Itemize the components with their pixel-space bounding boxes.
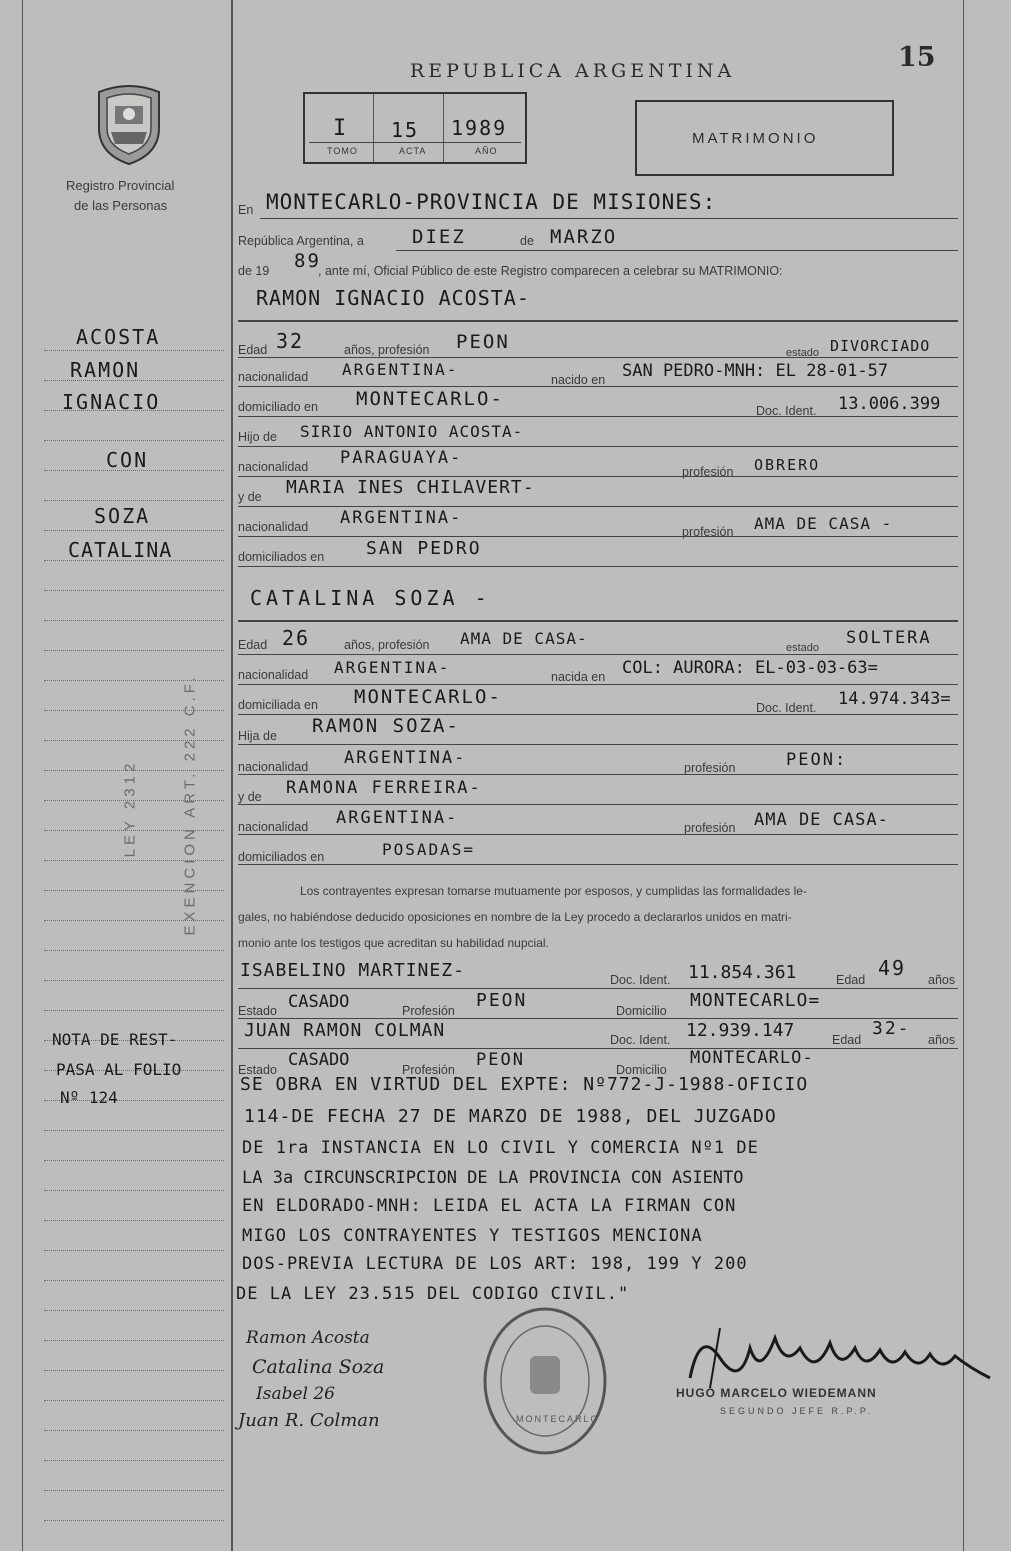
- year-value: 89: [294, 250, 321, 272]
- place-rule: [260, 218, 958, 219]
- bride-madre-prof: AMA DE CASA-: [754, 810, 889, 830]
- groom-nacido-label: nacido en: [551, 373, 606, 387]
- witness2-prof: PEON: [476, 1050, 525, 1070]
- witness2-anos-label: años: [928, 1033, 956, 1047]
- groom-edad-label: Edad: [238, 343, 268, 357]
- acta-label: ACTA: [399, 146, 427, 156]
- exemption-stamp-line1: LEY 2312: [121, 759, 139, 858]
- bride-name-rule: [238, 620, 958, 622]
- bride-hija-label: Hija de: [238, 729, 277, 743]
- groom-padres-dom-rule: [238, 566, 958, 567]
- groom-nac-label: nacionalidad: [238, 370, 309, 384]
- witness1-edad-label: Edad: [836, 973, 866, 987]
- bride-hija-rule: [238, 744, 958, 745]
- margin-note-line2: PASA AL FOLIO: [56, 1060, 182, 1079]
- bride-nac-rule: [238, 684, 958, 685]
- month-value: MARZO: [550, 226, 618, 248]
- tomo-label: TOMO: [327, 146, 358, 156]
- bride-edad-label: Edad: [238, 638, 268, 652]
- bride-padre-rule: [238, 774, 958, 775]
- witness1-estado-label: Estado: [238, 1004, 277, 1018]
- groom-doc: 13.006.399: [838, 394, 941, 414]
- day-value: DIEZ: [412, 226, 466, 248]
- bride-nacionalidad: ARGENTINA-: [334, 658, 451, 677]
- bride-dom-label: domiciliada en: [238, 698, 318, 712]
- bride-estado-label: estado: [786, 642, 820, 654]
- witness2-doc: 12.939.147: [686, 1020, 795, 1041]
- observation-line7: DOS-PREVIA LECTURA DE LOS ART: 198, 199 Y 200: [242, 1254, 748, 1274]
- bride-padre-nac: ARGENTINA-: [344, 748, 467, 768]
- witness1-doc-label: Doc. Ident.: [610, 973, 671, 987]
- ano-label: AÑO: [475, 146, 498, 156]
- bride-madre-rule: [238, 804, 958, 805]
- bride-madre-nac-rule: [238, 834, 958, 835]
- groom-madre-prof: AMA DE CASA -: [754, 514, 893, 533]
- margin-guide-line: [44, 1280, 224, 1281]
- bride-edad: 26: [282, 626, 311, 650]
- groom-edad-rule: [238, 357, 958, 358]
- box-divider: [373, 94, 374, 162]
- margin-guide-line: [44, 1190, 224, 1191]
- margin-con: CON: [106, 448, 149, 472]
- bride-madre-prof-label: profesión: [684, 821, 736, 835]
- coat-of-arms-emblem: [93, 84, 165, 166]
- witness1-anos-label: años: [928, 973, 956, 987]
- bride-padres-dom-label: domiciliados en: [238, 850, 325, 864]
- groom-padre-prof-label: profesión: [682, 465, 734, 479]
- bride-profesion-label: años, profesión: [344, 638, 430, 652]
- signature-groom: Ramon Acosta: [246, 1328, 370, 1348]
- groom-edad: 32: [276, 329, 305, 353]
- registry-name-line2: de las Personas: [74, 198, 168, 213]
- tomo-value: I: [333, 116, 349, 141]
- witness1-doc: 11.854.361: [688, 962, 797, 983]
- en-label: En: [238, 203, 254, 217]
- observation-line4: LA 3a CIRCUNSCRIPCION DE LA PROVINCIA CON ASIENTO: [242, 1168, 744, 1188]
- groom-madre-prof-label: profesión: [682, 525, 734, 539]
- margin-guide-line: [44, 1370, 224, 1371]
- registry-name-line1: Registro Provincial: [66, 178, 175, 193]
- witness1-prof-label: Profesión: [402, 1004, 455, 1018]
- witness1-rule: [238, 988, 958, 989]
- groom-name-rule: [238, 320, 958, 322]
- bride-padre-prof: PEON:: [786, 750, 848, 770]
- bride-padre: RAMON SOZA-: [312, 715, 460, 737]
- margin-guide-line: [44, 1220, 224, 1221]
- witness1-estado: CASADO: [288, 992, 350, 1012]
- ano-value: 1989: [451, 116, 508, 140]
- official-title: SEGUNDO JEFE R.P.P.: [720, 1406, 874, 1416]
- witness2-prof-label: Profesión: [402, 1063, 455, 1077]
- margin-guide-line: [44, 590, 224, 591]
- groom-padre-prof: OBRERO: [754, 456, 821, 474]
- margin-guide-line: [44, 1460, 224, 1461]
- groom-nacionalidad: ARGENTINA-: [342, 360, 459, 379]
- margin-guide-line: [44, 530, 224, 531]
- groom-profesion: PEON: [456, 331, 510, 353]
- groom-estado-label: estado: [786, 347, 820, 359]
- month-prefix-label: de: [520, 234, 534, 248]
- margin-groom-name: RAMON: [70, 358, 141, 382]
- left-page-edge: [22, 0, 23, 1551]
- groom-dom-rule: [238, 416, 958, 417]
- witness2-edad-label: Edad: [832, 1033, 862, 1047]
- bride-domicilio: MONTECARLO-: [354, 686, 502, 708]
- groom-madre-rule: [238, 506, 958, 507]
- groom-madre: MARIA INES CHILAVERT-: [286, 477, 535, 498]
- official-seal: [482, 1306, 608, 1456]
- margin-guide-line: [44, 1010, 224, 1011]
- acta-type: MATRIMONIO: [692, 130, 819, 147]
- witness1-prof: PEON: [476, 990, 528, 1011]
- margin-note-line3: Nº 124: [60, 1088, 118, 1107]
- page-number: 15: [898, 42, 936, 73]
- margin-guide-line: [44, 1250, 224, 1251]
- groom-nac-rule: [238, 386, 958, 387]
- margin-guide-line: [44, 440, 224, 441]
- margin-guide-line: [44, 620, 224, 621]
- groom-doc-label: Doc. Ident.: [756, 404, 817, 418]
- witness1-dom: MONTECARLO=: [690, 990, 821, 1011]
- margin-groom-second-name: IGNACIO: [62, 390, 161, 414]
- margin-bride-name: CATALINA: [68, 538, 173, 562]
- republica-label: República Argentina, a: [238, 234, 364, 248]
- signature-witness2: Juan R. Colman: [238, 1410, 380, 1431]
- bride-nac-label: nacionalidad: [238, 668, 309, 682]
- groom-dom-label: domiciliado en: [238, 400, 318, 414]
- witness1-edad: 49: [878, 956, 907, 980]
- witness1-dom-label: Domicilio: [616, 1004, 667, 1018]
- tomo-acta-ano-box: [303, 92, 527, 164]
- declaration-line1: Los contrayentes expresan tomarse mutuamente por esposos, y cumplidas las formalidades le-: [300, 884, 807, 898]
- box-rule: [309, 142, 521, 143]
- box-divider: [443, 94, 444, 162]
- witness2-dom-label: Domicilio: [616, 1063, 667, 1077]
- bride-padre-prof-label: profesión: [684, 761, 736, 775]
- bride-doc-label: Doc. Ident.: [756, 701, 817, 715]
- witness2-doc-label: Doc. Ident.: [610, 1033, 671, 1047]
- witness2-estado: CASADO: [288, 1050, 350, 1070]
- witness2-edad: 32-: [872, 1018, 911, 1039]
- bride-doc: 14.974.343=: [838, 689, 951, 709]
- groom-padres-dom: SAN PEDRO: [366, 538, 482, 559]
- margin-groom-surname: ACOSTA: [76, 325, 161, 349]
- acta-value: 15: [391, 118, 420, 142]
- groom-profesion-label: años, profesión: [344, 343, 430, 357]
- groom-domicilio: MONTECARLO-: [356, 388, 504, 410]
- witness2-rule: [238, 1048, 958, 1049]
- bride-name: CATALINA SOZA -: [250, 586, 491, 610]
- bride-profesion: AMA DE CASA-: [460, 629, 588, 648]
- margin-guide-line: [44, 1430, 224, 1431]
- bride-edad-rule: [238, 654, 958, 655]
- groom-hijo-rule: [238, 446, 958, 447]
- year-label: de 19: [238, 264, 270, 278]
- declaration-line2: gales, no habiéndose deducido oposiciones en nombre de la Ley procedo a declararlos unidos en matri-: [238, 910, 792, 924]
- signature-bride: Catalina Soza: [252, 1356, 385, 1378]
- bride-yde-label: y de: [238, 790, 262, 804]
- margin-divider: [231, 0, 233, 1551]
- witness2-name: JUAN RAMON COLMAN: [244, 1020, 446, 1041]
- observation-line5: EN ELDORADO-MNH: LEIDA EL ACTA LA FIRMAN CON: [242, 1196, 737, 1216]
- bride-madre: RAMONA FERREIRA-: [286, 778, 482, 798]
- margin-guide-line: [44, 1490, 224, 1491]
- groom-hijo-label: Hijo de: [238, 430, 277, 444]
- observation-line2: 114-DE FECHA 27 DE MARZO DE 1988, DEL JUZGADO: [244, 1106, 777, 1127]
- margin-note-line1: NOTA DE REST-: [52, 1030, 178, 1049]
- groom-padre-nac: PARAGUAYA-: [340, 448, 463, 468]
- bride-nacida: COL: AURORA: EL-03-03-63=: [622, 658, 878, 678]
- witness2-estado-label: Estado: [238, 1063, 277, 1077]
- groom-padre: SIRIO ANTONIO ACOSTA-: [300, 422, 524, 441]
- margin-bride-surname: SOZA: [94, 504, 151, 528]
- margin-guide-line: [44, 1130, 224, 1131]
- margin-guide-line: [44, 1520, 224, 1521]
- bride-nacida-label: nacida en: [551, 670, 606, 684]
- margin-guide-line: [44, 1310, 224, 1311]
- observation-line8: DE LA LEY 23.515 DEL CODIGO CIVIL.": [236, 1284, 630, 1304]
- groom-madre-nac-rule: [238, 536, 958, 537]
- witness1-estado-rule: [238, 1018, 958, 1019]
- bride-padre-nac-label: nacionalidad: [238, 760, 309, 774]
- groom-estado: DIVORCIADO: [830, 337, 931, 355]
- signature-witness1: Isabel 26: [256, 1384, 335, 1404]
- acta-type-box: [635, 100, 894, 176]
- margin-guide-line: [44, 500, 224, 501]
- country-title: REPUBLICA ARGENTINA: [410, 60, 736, 82]
- margin-guide-line: [44, 1340, 224, 1341]
- groom-nacido: SAN PEDRO-MNH: EL 28-01-57: [622, 361, 889, 381]
- groom-yde-label: y de: [238, 490, 262, 504]
- observation-line1: SE OBRA EN VIRTUD DEL EXPTE: Nº772-J-1988-OFICIO: [240, 1074, 809, 1095]
- witness1-name: ISABELINO MARTINEZ-: [240, 960, 465, 981]
- observation-line6: MIGO LOS CONTRAYENTES Y TESTIGOS MENCIONA: [242, 1226, 703, 1246]
- groom-madre-nac-label: nacionalidad: [238, 520, 309, 534]
- bride-madre-nac: ARGENTINA-: [336, 808, 459, 828]
- official-name: HUGO MARCELO WIEDEMANN: [676, 1386, 877, 1400]
- exemption-stamp-line2: EXENCION ART. 222 C.F.: [181, 673, 199, 936]
- bride-padres-dom-rule: [238, 864, 958, 865]
- bride-madre-nac-label: nacionalidad: [238, 820, 309, 834]
- bride-estado: SOLTERA: [846, 628, 932, 648]
- witness2-dom: MONTECARLO-: [690, 1048, 814, 1068]
- place-value: MONTECARLO-PROVINCIA DE MISIONES:: [266, 190, 717, 214]
- opening-statement: , ante mí, Oficial Público de este Registro comparecen a celebrar su MATRIMONIO:: [318, 264, 783, 278]
- margin-guide-line: [44, 980, 224, 981]
- seal-text: MONTECARLO: [516, 1414, 600, 1424]
- margin-guide-line: [44, 350, 224, 351]
- observation-line3: DE 1ra INSTANCIA EN LO CIVIL Y COMERCIA Nº1 DE: [242, 1138, 759, 1158]
- groom-padres-dom-label: domiciliados en: [238, 550, 325, 564]
- groom-name: RAMON IGNACIO ACOSTA-: [256, 286, 530, 310]
- margin-guide-line: [44, 1160, 224, 1161]
- bride-padres-dom: POSADAS=: [382, 840, 476, 859]
- groom-madre-nac: ARGENTINA-: [340, 508, 463, 528]
- declaration-line3: monio ante los testigos que acreditan su habilidad nupcial.: [238, 936, 549, 950]
- groom-padre-nac-label: nacionalidad: [238, 460, 309, 474]
- date-rule: [396, 250, 958, 251]
- margin-guide-line: [44, 1400, 224, 1401]
